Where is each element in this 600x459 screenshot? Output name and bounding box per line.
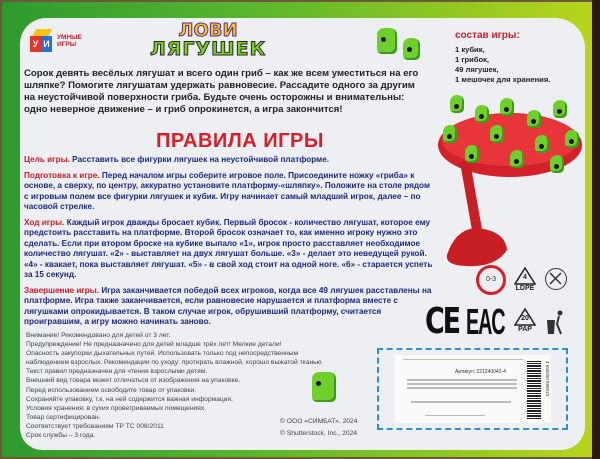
cube-letter: У — [30, 36, 41, 52]
warning-line: Срок службы – 3 года. — [26, 432, 96, 440]
age-label: 0-3 — [485, 276, 497, 283]
rules-end — [24, 286, 434, 328]
brand-name: УМНЫЕ ИГРЫ — [57, 34, 82, 48]
pap-recycle-icon — [514, 308, 536, 334]
rules-title: ПРАВИЛА ИГРЫ — [156, 130, 324, 152]
section-text: Перед началом игры соберите игровое поле. Присоедините ножку «гриба» к основе, а сверху, по центру, аккуратно установите платформу-«шляпку». Положите на столе рядом с игровым полем все фигурки лягушек и кубик. Игру начинает самый младший игрок, далее – по часовой стрелке. — [24, 170, 431, 211]
title-line1: ЛОВИ — [178, 20, 238, 41]
cube-letter: И — [41, 36, 52, 52]
cube-icon — [30, 29, 54, 53]
brand-logo — [30, 29, 89, 53]
frog-figures-image — [375, 28, 435, 68]
barcode — [527, 361, 541, 419]
copyright-line: © Shutterstock, Inc., 2024 — [280, 430, 358, 437]
rules-prep — [24, 171, 434, 213]
section-heading: Цель игры. — [24, 155, 70, 164]
title-line2: ЛЯГУШЕК — [150, 38, 267, 60]
warning-line: Сохраняйте упаковку, т.к. на ней содержится важная информация. — [26, 395, 233, 403]
copyright-line: © ООО «СИМБАТ», 2024 — [280, 418, 358, 425]
composition-title: состав игры: — [455, 30, 520, 41]
warning-line: Внимание! Рекомендовано для детей от 3 лет. — [26, 332, 171, 339]
composition-item: 1 грибок, — [455, 55, 490, 64]
composition-item: 1 кубик, — [455, 45, 485, 54]
warning-line: наблюдением взрослых. Рекомендации по уходу: протирать влажной, хорошо выжатой тканью — [26, 359, 322, 367]
ldpe-recycle-icon — [514, 267, 536, 293]
article-number: Артикул: 221240042-4 — [455, 369, 506, 375]
section-heading: Завершение игры. — [24, 285, 100, 295]
mushroom-game-image — [435, 90, 585, 270]
warning-line: Перед использованием освободите товар от упаковки. — [26, 386, 197, 394]
age-restriction-icon — [476, 265, 506, 295]
rules-sections — [24, 155, 434, 333]
composition-item: 1 мешочек для хранения. — [455, 75, 551, 84]
section-text: Каждый игрок дважды бросает кубик. Первый бросок - количество лягушат, которое ему предстоить расставить на платформе. Второй бросок означает то, как именно игроку нужно это сделать. Если при втором броске на кубике выпало «1», игрок просто расставляет необходимое количество лягушат. «2» - выставляет на двух лягушат больше. «3» - делает это неведущей рукой. «4» - квакает, пока выставляет лягушат. «5» - в свой ход стоит на одной ноге. «6» - старается успеть за 15 секунд. — [24, 217, 433, 279]
warning-line: Условия хранения: в сухих проветриваемых помещениях. — [26, 404, 207, 412]
warning-line: Товар сертифицирован. — [26, 413, 101, 421]
ldpe-number: 4 — [523, 274, 527, 281]
section-heading: Подготовка к игре. — [24, 170, 100, 180]
rules-goal — [24, 155, 434, 166]
game-title — [150, 22, 266, 58]
pap-label: PAP — [518, 326, 532, 333]
barcode-number: 4 650250 598510 — [545, 361, 550, 397]
composition — [455, 30, 550, 85]
warning-line: Опасность закупорки дыхательных путей. Использовать только под непосредственным — [26, 350, 299, 358]
warning-line: Предупреждение! Не предназначено для детей младше трёх лет! Мелкие детали! — [26, 341, 282, 349]
composition-item: 49 лягушек, — [455, 65, 499, 74]
box-edge — [592, 0, 600, 459]
copyright — [280, 416, 357, 440]
section-text: Игра заканчивается победой всех игроков, когда все 49 лягушек расставлены на платформе. Игра также заканчивается, если равновесие нарушается и платформа вместе с лягушками опрокидывается. В таком случае игрок, обрушивший платформу, считается проигравшим, а игру можно начинать заново. — [24, 285, 432, 326]
warning-line: Текст правил предназначен для чтения взрослыми детям. — [26, 368, 208, 376]
ldpe-label: LDPE — [515, 285, 535, 292]
warning-line: Соответствует требованиям ТР ТС 008/2011 — [26, 422, 164, 430]
product-sticker — [377, 348, 568, 430]
ce-mark: CE — [425, 301, 459, 342]
rules-turn — [24, 218, 434, 281]
intro-text: Сорок девять весёлых лягушат и всего один гриб – как же всем уместиться на его шляпке? Помогите лягушатам удержать равновесие. Рассадите одного за другим на неустойчивой поверхности гриба. Будьте очень осторожны и внимательны: одно неверное движение – и гриб опрокинется, а игра закончится! — [24, 68, 419, 115]
eac-mark: EAC — [466, 301, 505, 342]
no-glass-icon — [545, 268, 567, 290]
section-text: Расставить все фигурки лягушек на неустойчивой платформе. — [72, 155, 330, 164]
section-heading: Ход игры. — [24, 217, 65, 227]
small-frog-image — [312, 372, 338, 406]
pap-number: 20 — [521, 315, 529, 322]
warning-line: Внешний вид товара может отличаться от изображения на упаковке. — [26, 377, 241, 385]
trash-bin-icon — [545, 310, 565, 341]
